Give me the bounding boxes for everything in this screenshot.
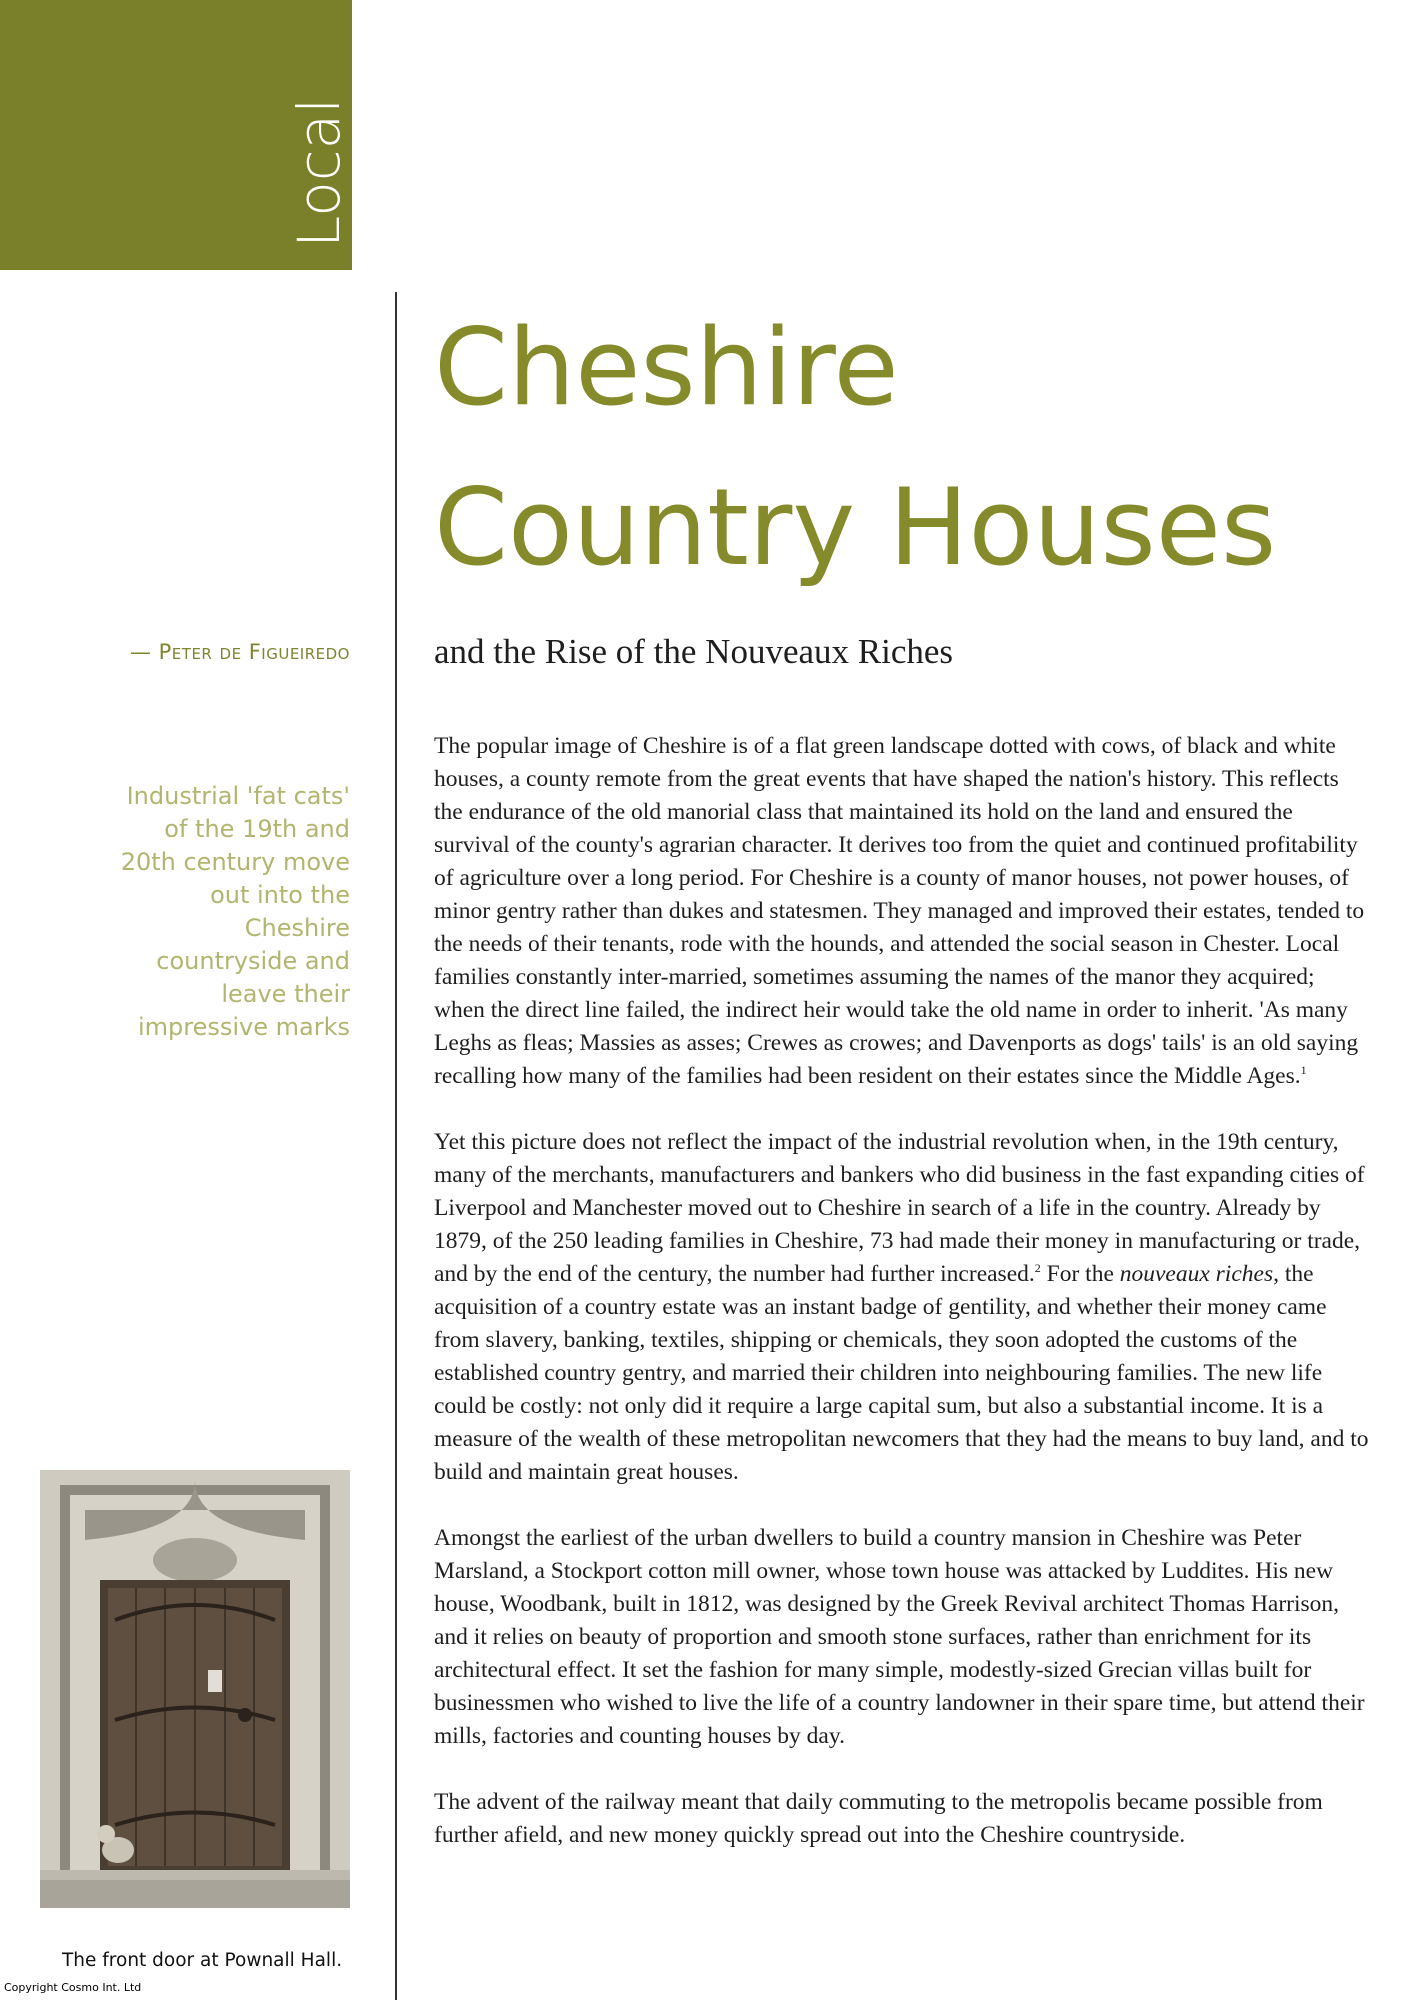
pull-quote-line: 20th century move [120,848,350,876]
paragraph-3: Amongst the earliest of the urban dwellers to build a country mansion in Cheshire was Peter Marsland, a Stockport cotton mill owner, whose town house was attacked by Luddites. His new house, Woodbank, built in 1812, was designed by the Greek Revival architect Thomas Harrison, and it relies on beauty of proportion and smooth stone surfaces, rather than enrichment for its architectural effect. It set the fashion for many simple, modestly-sized Grecian villas built for businessmen who wished to live the life of a country landowner in their spare time, but attend their mills, factories and counting houses by day. [434,1525,1365,1749]
author-name: Peter de Figueiredo [158,640,350,664]
front-door-photo [40,1470,350,1908]
pull-quote-line: of the 19th and [164,815,350,843]
paragraph-2 [434,1126,1369,1489]
section-tab-line1: Local [285,97,353,248]
byline-dash: — [129,640,159,664]
paragraph-2-emphasis: nouveaux riches [1119,1261,1274,1287]
article-title-line2: Country Houses [434,466,1277,589]
pull-quote-line: impressive marks [137,1013,350,1041]
paragraph-2-text-b: For the [1040,1261,1120,1287]
copyright-notice: Copyright Cosmo Int. Ltd [4,1981,142,1994]
paragraph-1 [434,730,1369,1093]
footnote-ref-2: 2 [1034,1261,1041,1276]
pull-quote-line: leave their [221,980,350,1008]
paragraph-2-text-a: Yet this picture does not reflect the impact of the industrial revolution when, in the 19th century, many of the merchants, manufacturers and bankers who did business in the fast expanding cities of Liverpool and Manchester moved out to Cheshire in search of a life in the country. Already by 1879, of the 250 leading families in Cheshire, 73 had made their money in manufacturing or trade, and by the end of the century, the number had further increased. [434,1129,1365,1287]
door-illustration [40,1470,350,1908]
column-divider [395,292,397,2000]
paragraph-1-text: The popular image of Cheshire is of a flat green landscape dotted with cows, of black and white houses, a county remote from the great events that have shaped the nation's history. This reflects the endurance of the old manorial class that maintained its hold on the land and ensured the survival of the county's agrarian character. It derives too from the quiet and continued profitability of agriculture over a long period. For Cheshire is a county of manor houses, not power houses, of minor gentry rather than dukes and statesmen. They managed and improved their estates, tended to the needs of their tenants, rode with the hounds, and attended the social season in Chester. Local families constantly inter-married, sometimes assuming the names of the manor they acquired; when the direct line failed, the indirect heir would take the old name in order to inherit. 'As many Leghs as fleas; Massies as asses; Crewes as crowes; and Davenports as dogs' tails' is an old saying recalling how many of the families had been resident on their estates since the Middle Ages. [434,733,1365,1089]
article-title [434,288,1276,608]
photo-caption: The front door at Pownall Hall. [62,1950,343,1971]
author-byline [130,640,350,664]
section-tab-line2: History [343,41,411,248]
paragraph-2-text-c: , the acquisition of a country estate was an instant badge of gentility, and whether their money came from slavery, banking, textiles, shipping or chemicals, they soon adopted the customs of the established country gentry, and married their children into neighbouring families. The new life could be costly: not only did it require a large capital sum, but also a substantial income. It is a measure of the wealth of these metropolitan newcomers that they had the means to buy land, and to build and maintain great houses. [434,1261,1369,1485]
paragraph-4: The advent of the railway meant that daily commuting to the metropolis became possible from further afield, and new money quickly spread out into the Cheshire countryside. [434,1789,1323,1848]
pull-quote [90,780,350,1044]
article-title-line1: Cheshire [434,306,899,429]
pull-quote-line: Cheshire [244,914,350,942]
pull-quote-line: countryside and [156,947,350,975]
section-tab [0,0,411,270]
pull-quote-line: out into the [210,881,350,909]
section-tab-label [285,41,411,248]
article-subtitle: and the Rise of the Nouveaux Riches [434,632,954,671]
pull-quote-line: Industrial 'fat cats' [126,782,350,810]
footnote-ref-1: 1 [1300,1063,1307,1078]
article-body [434,730,1369,1885]
